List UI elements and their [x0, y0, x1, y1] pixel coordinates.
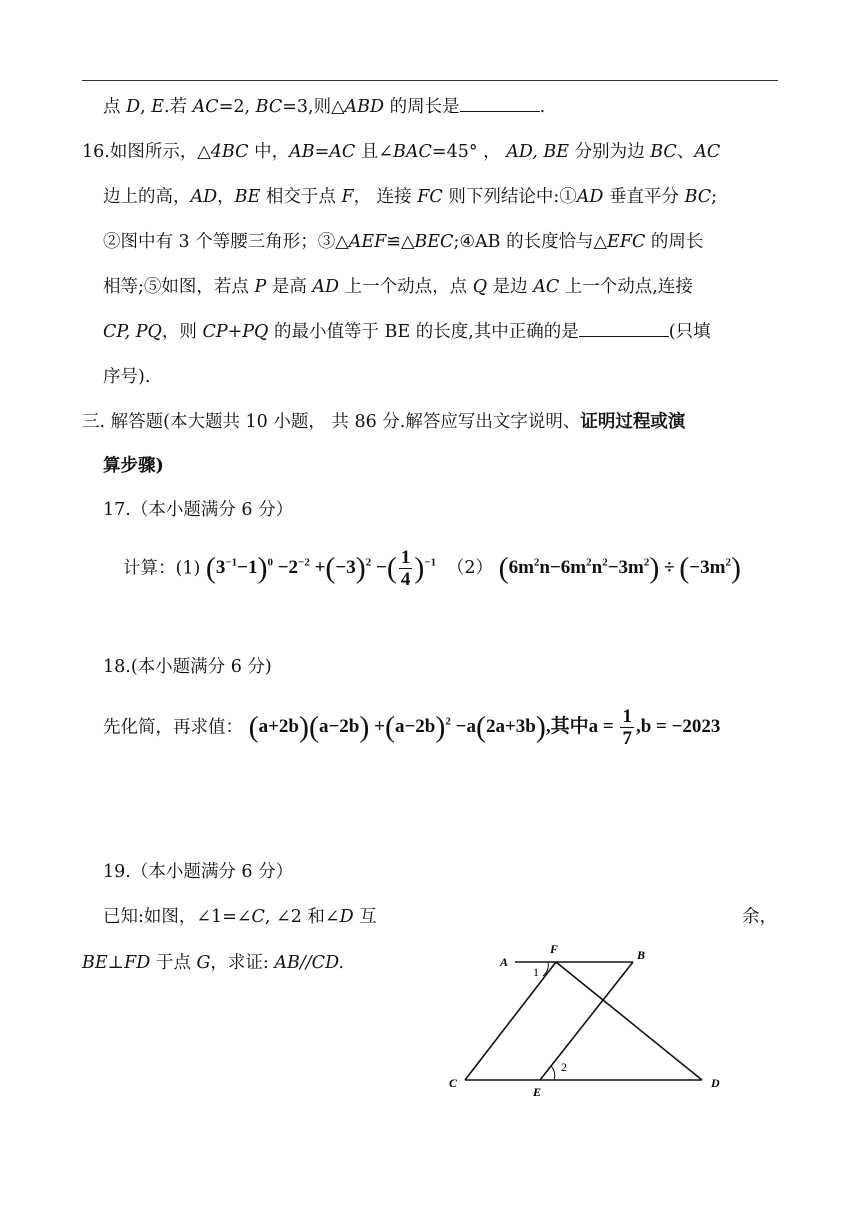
- label-C: C: [449, 1076, 458, 1090]
- q16-line-6: 序号).: [103, 367, 151, 387]
- section-3-heading-cont: 算步骤): [103, 456, 164, 476]
- segment-CF: [465, 962, 556, 1080]
- q19-header: 19.（本小题满分 6 分）: [103, 862, 294, 882]
- q18-formula-line: 先化简，再求值： $(a+2b)(a-2b) +(a-2b)^2 -a(2a+3b)$,其中a = $\frac{1}{7}$ ,b = −2023: [103, 706, 721, 750]
- segment-EB: [540, 962, 633, 1080]
- q16-line-1: 16.如图所示，△4BC 中，AB=AC 且∠BAC=45° ， AD, BE 分别为边 BC、AC: [82, 142, 721, 162]
- q17-formula-line: 计算：(1) $(3^{-1}-1)^0 -2^{-2} +(-3)^2$ −( $\frac{1}{4}$ )$^{-1}$ （2） $(6m^2n-6m^2n^2-3m^2) \div (-3m^2)$: [123, 547, 741, 591]
- q17-formula-2: $(6m^2n-6m^2n^2-3m^2) \div (-3m^2)$: [498, 551, 741, 585]
- q18-formula: $(a+2b)(a-2b) +(a-2b)^2 -a(2a+3b)$,其中a = $\frac{1}{7}$ ,b = −2023: [248, 706, 721, 750]
- top-rule: [82, 80, 778, 81]
- segment-FD: [556, 962, 702, 1080]
- q16-line-3: ②图中有 3 个等腰三角形；③△AEF≌△BEC;④AB 的长度恰与△EFC 的周长: [103, 232, 704, 252]
- label-A: A: [500, 955, 509, 969]
- label-F: F: [550, 942, 559, 956]
- label-D: D: [711, 1076, 720, 1090]
- label-E: E: [533, 1085, 542, 1099]
- geometry-figure: [440, 935, 740, 1105]
- q16-line-5: CP, PQ，则 CP+PQ 的最小值等于 BE 的长度,其中正确的是 (只填: [103, 322, 711, 342]
- q17-formula-1: $(3^{-1}-1)^0 -2^{-2} +(-3)^2$ −( $\frac{1}{4}$ )$^{-1}$: [205, 547, 437, 591]
- q19-line-2: BE⊥FD 于点 G，求证: AB//CD.: [82, 953, 345, 973]
- q19-line-1: 已知:如图，∠1=∠C, ∠2 和∠D 互: [103, 907, 377, 927]
- angle-2-arc: [551, 1066, 555, 1080]
- answer-blank-16[interactable]: [579, 336, 669, 337]
- section-3-heading: 三. 解答题(本大题共 10 小题， 共 86 分.解答应写出文字说明、证明过程或演: [82, 412, 686, 432]
- q17-header: 17.（本小题满分 6 分）: [103, 500, 294, 520]
- q15-tail-line: 点 D, E.若 AC=2, BC=3,则△ABD 的周长是 .: [103, 97, 546, 117]
- label-B: B: [637, 948, 646, 962]
- q16-line-2: 边上的高，AD，BE 相交于点 F， 连接 FC 则下列结论中:①AD 垂直平分 BC;: [103, 187, 718, 207]
- q16-line-4: 相等;⑤如图，若点 P 是高 AD 上一个动点，点 Q 是边 AC 上一个动点,连接: [103, 277, 693, 297]
- q19-line-1-end: 余，: [742, 907, 777, 927]
- label-angle-1: 1: [533, 965, 539, 979]
- q18-header: 18.(本小题满分 6 分): [103, 657, 272, 677]
- label-angle-2: 2: [561, 1060, 567, 1074]
- answer-blank-15[interactable]: [460, 111, 540, 112]
